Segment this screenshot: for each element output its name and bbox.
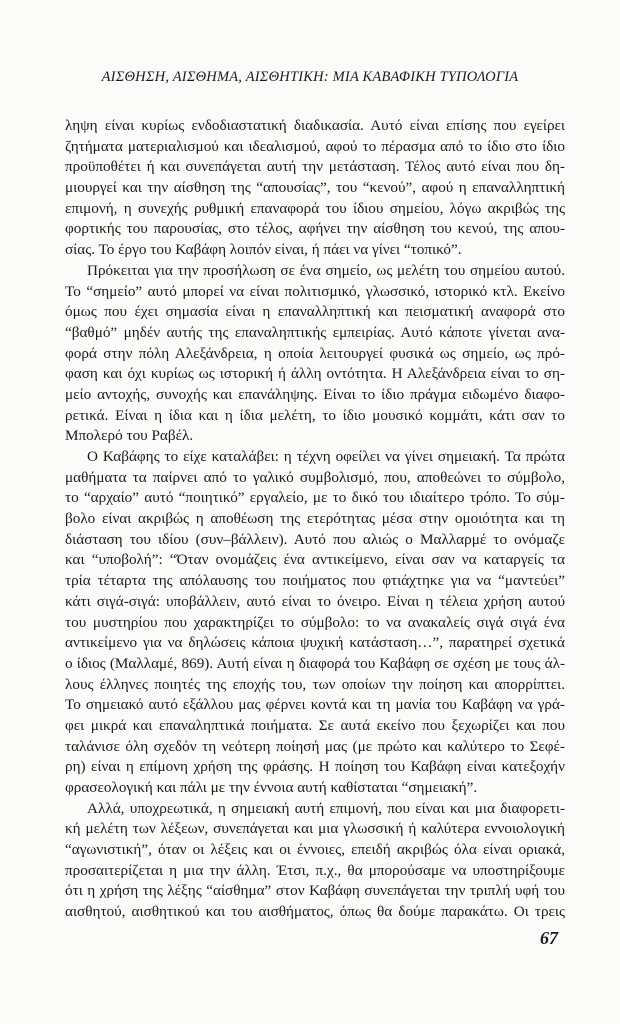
text-line: όμως που έχει σημασία είναι η επαναλληπτική και πεισματική αναφορά στο xyxy=(65,303,565,321)
text-line: Το “σημείο” αυτό μπορεί να είναι πολιτισμικό, γλωσσικό, ιστορικό κτλ. Εκείνο xyxy=(65,282,565,300)
text-line: διάσταση του ιδίου (συν–βάλλειν). Αυτό που αλιώς ο Μαλλαρμέ το ονόμαζε xyxy=(65,530,565,548)
text-line: τρία τέταρτα της απόλαυσης του ποιήματος που φτιάχτηκε για να “μαντεύει” xyxy=(65,572,565,590)
text-line: κάτι σιγά-σιγά: υποβάλλειν, αυτό είναι το όνειρο. Είναι η τέλεια χρήση αυτού xyxy=(65,592,565,610)
text-line: το “αρχαίο” αυτό “ποιητικό” εργαλείο, με το δικό του ιδιαίτερο τρόπο. Το σύμ- xyxy=(65,489,565,507)
text-line: μαθήματα τα παίρνει από το γαλικό συμβολισμό, που, αποθεώνει το σύμβολο, xyxy=(65,468,565,486)
text-line: Ο Καβάφης το είχε καταλάβει: η τέχνη οφείλει να γίνει σημειακή. Τα πρώτα xyxy=(87,448,565,465)
text-line: Πρόκειται για την προσήλωση σε ένα σημείο, ως μελέτη του σημείου αυτού. xyxy=(87,261,565,279)
text-line: ταλάνισε όλη σχεδόν τη νεότερη ποίησή μας (με πρώτο και καλύτερο το Σεφέ- xyxy=(65,737,565,755)
text-line: ο ίδιος (Μαλλαμέ, 869). Αυτή είναι η διαφορά του Καβάφη σε σχέση με τους άλ- xyxy=(65,654,565,672)
text-line: ότι η χρήση της λέξης “αίσθημα” στον Καβάφη συνεπάγεται την τριπλή υφή του xyxy=(65,882,565,900)
text-line: Μπολερό του Ραβέλ. xyxy=(65,427,194,445)
text-line: ληψη είναι κυρίως ενδοδιαστατική διαδικασία. Αυτό είναι επίσης που εγείρει xyxy=(65,117,565,134)
text-line: ρη) είναι η επίμονη χρήση της φράσης. Η ποίηση του Καβάφη είναι κατεξοχήν xyxy=(65,758,565,776)
text-line: φρασεολογική και πάλι με την έννοια αυτή καθίσταται “σημειακή”. xyxy=(65,779,478,796)
text-line: του μυστηρίου που χαρακτηρίζει το σύμβολο: το να ανακαλείς σιγά σιγά ένα xyxy=(65,613,565,631)
text-line: “αγωνιστική”, όταν οι λέξεις και οι έννοιες, επειδή ακριβώς όλα είναι οριακά, xyxy=(65,841,565,859)
text-line: φορά στην πόλη Αλεξάνδρεια, η οποία λειτουργεί φυσικά ως σημείο, ως πρό- xyxy=(65,344,565,362)
text-line: φαση και όχι κυρίως ως ιστορική ή άλλη οντότητα. Η Αλεξάνδρεια είναι το ση- xyxy=(65,365,565,383)
text-line: και “υποβολή”: “Όταν ονομάζεις ένα αντικείμενο, είναι σαν να καταργείς τα xyxy=(65,551,565,569)
text-line: λους έλληνες ποιητές της εποχής του, των οποίων την ποίηση και απορρίπτει. xyxy=(65,675,565,693)
text-line: επιμονή, η συνεχής ρυθμική επαναφορά του ίδιου σημείου, λόγω ακριβώς της xyxy=(65,199,565,217)
text-line: μείο αντοχής, συνοχής και επανάληψης. Είναι το ίδιο πράγμα ειδωμένο διαφο- xyxy=(65,385,565,403)
text-line: Το σημειακό αυτό εξάλλου μας φέρνει κοντά και τη μανία του Καβάφη να γρά- xyxy=(65,696,565,714)
text-line: αισθητού, αισθητικού και του αισθήματος, όπως θα δούμε παρακάτω. Οι τρεις xyxy=(65,903,565,921)
text-line: αντικείμενο για να δηλώσεις κάποια ψυχική κατάσταση…”, παρατηρεί σχετικά xyxy=(65,634,565,652)
text-line: ζητήματα ματεριαλισμού και ιδεαλισμού, αφού το πέρασμα από το ίδιο στο ίδιο xyxy=(65,137,565,155)
text-line: κή μελέτη των λέξεων, συνεπάγεται και μια γλωσσική ή καλύτερα εννοιολογική xyxy=(65,820,565,838)
running-head: ΑΙΣΘΗΣΗ, ΑΙΣΘΗΜΑ, ΑΙΣΘΗΤΙΚΗ: ΜΙΑ ΚΑΒΑΦΙΚΗ ΤΥΠΟΛΟΓΙΑ xyxy=(101,69,519,85)
text-line: ρετικά. Είναι η ίδια και η ίδια μελέτη, το ίδιο μουσικό κομμάτι, κάτι σαν το xyxy=(65,406,565,424)
text-line: μιουργεί και την αίσθηση της “απουσίας”, του “κενού”, αφού η επαναλληπτική xyxy=(65,179,565,197)
text-line: “βαθμό” μηδέν αυτής της επαναληπτικής εμπειρίας. Αυτό κάποτε γίνεται ανα- xyxy=(65,323,565,341)
text-line: προσαιτερίζεται η μια την άλλη. Έτσι, π.χ., θα μπορούσαμε να υποστηρίξουμε xyxy=(65,861,565,879)
text-line: βολο είναι ακριβώς η αποθέωση της ετερότητας μέσα στην ομοιότητα και τη xyxy=(65,510,565,528)
text-line: σίας. Το έργο του Καβάφη λοιπόν είναι, ή πάει να γίνει “τοπικό”. xyxy=(65,241,462,259)
text-line: φορτικής του παρουσίας, στο τέλος, αφήνει την αίσθηση του κενού, της απου- xyxy=(65,220,565,238)
body-text xyxy=(65,116,565,923)
text-line: προϋποθέτει ή και συνεπάγεται αυτή την μετάσταση. Τέλος αυτό είναι που δη- xyxy=(65,158,565,176)
page-number: 67 xyxy=(540,928,558,948)
text-line: Αλλά, υποχρεωτικά, η σημειακή αυτή επιμονή, που είναι και μια διαφορετι- xyxy=(87,799,565,817)
text-line: φει μικρά και επαναληπτικά ποιήματα. Σε αυτά εκείνο που ξεχωρίζει και που xyxy=(65,716,565,734)
